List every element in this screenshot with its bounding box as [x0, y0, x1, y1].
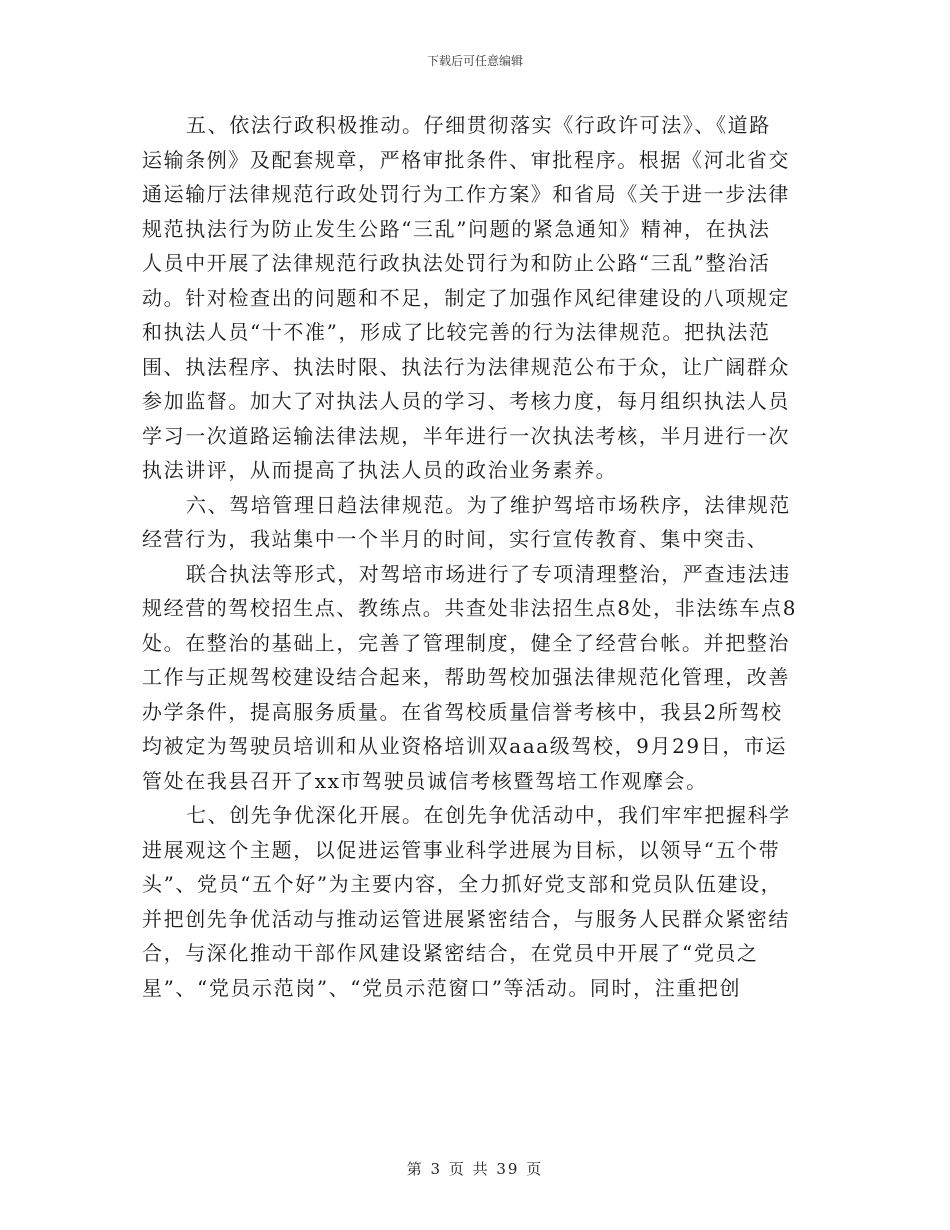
text-line: 合，与深化推动干部作风建设紧密结合，在党员中开展了“党员之: [142, 941, 759, 965]
text-line: 五、依法行政积极推动。仔细贯彻落实《行政许可法》、《道路: [186, 113, 771, 137]
text-line: 规范执法行为防止发生公路“三乱”问题的紧急通知》精神，在执法: [142, 216, 771, 241]
text-line: 工作与正规驾校建设结合起来，帮助驾校加强法律规范化管理，改善: [142, 665, 790, 689]
text-line: 学习一次道路运输法律法规，半年进行一次执法考核，半月进行一次: [142, 423, 790, 448]
text-line: 星”、“党员示范岗”、“党员示范窗口”等活动。同时，注重把创: [142, 975, 742, 1000]
text-line: 七、创先争优深化开展。在创先争优活动中，我们牢牢把握科学: [186, 803, 791, 827]
text-line: 围、执法程序、执法时限、执法行为法律规范公布于众，让广阔群众: [142, 354, 790, 379]
text-line: 管处在我县召开了xx市驾驶员诚信考核暨驾培工作观摩会。: [142, 768, 708, 793]
text-line: 执法讲评，从而提高了执法人员的政治业务素养。: [142, 458, 618, 482]
text-line: 和执法人员“十不准”，形成了比较完善的行为法律规范。把执法范: [142, 320, 771, 344]
text-line: 人员中开展了法律规范行政执法处罚行为和防止公路“三乱”整治活: [142, 251, 771, 275]
page-header: 下载后可任意编辑: [426, 54, 523, 68]
text-line: 办学条件，提高服务质量。在省驾校质量信誉考核中，我县2所驾校: [142, 699, 783, 724]
text-line: 六、驾培管理日趋法律规范。为了维护驾培市场秩序，法律规范: [186, 492, 791, 517]
page-footer: 第 3 页 共 39 页: [406, 1160, 544, 1178]
document-body: [142, 108, 812, 1005]
text-line: 参加监督。加大了对执法人员的学习、考核力度，每月组织执法人员: [142, 389, 790, 413]
text-line: 经营行为，我站集中一个半月的时间，实行宣传教育、集中突击、: [142, 527, 769, 551]
text-line: 均被定为驾驶员培训和从业资格培训双aaa级驾校，9月29日，市运: [142, 734, 788, 758]
text-line: 并把创先争优活动与推动运管进展紧密结合，与服务人民群众紧密结: [142, 906, 790, 931]
text-line: 头”、党员“五个好”为主要内容，全力抓好党支部和党员队伍建设，: [142, 872, 783, 896]
text-line: 动。针对检查出的问题和不足，制定了加强作风纪律建设的八项规定: [142, 285, 790, 310]
text-line: 联合执法等形式，对驾培市场进行了专项清理整治，严查违法违: [186, 561, 791, 586]
text-line: 处。在整治的基础上，完善了管理制度，健全了经营台帐。并把整治: [142, 630, 790, 655]
text-line: 进展观这个主题，以促进运管事业科学进展为目标，以领导“五个带: [142, 837, 781, 862]
text-line: 规经营的驾校招生点、教练点。共查处非法招生点8处，非法练车点8: [142, 596, 798, 620]
text-line: 通运输厅法律规范行政处罚行为工作方案》和省局《关于进一步法律: [142, 182, 790, 206]
text-line: 运输条例》及配套规章，严格审批条件、审批程序。根据《河北省交: [142, 147, 790, 172]
